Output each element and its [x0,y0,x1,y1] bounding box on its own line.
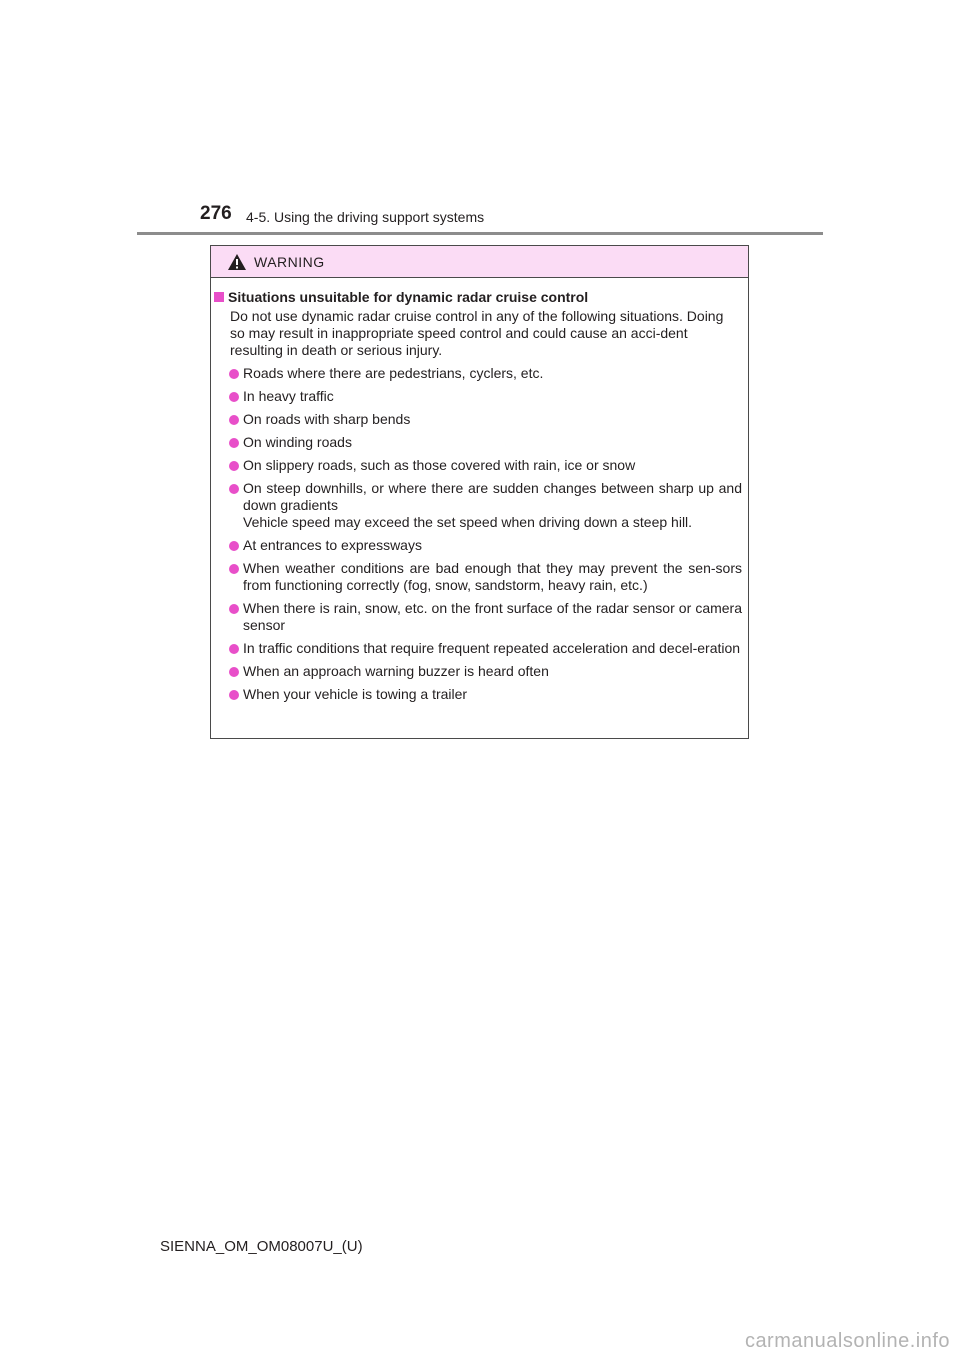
topic-square-icon [214,292,224,302]
bullet-icon [229,604,239,614]
bullet-icon [229,461,239,471]
warning-topic-text: Situations unsuitable for dynamic radar cruise control [228,289,589,305]
bullet-icon [229,438,239,448]
bullet-icon [229,484,239,494]
list-item: On steep downhills, or where there are sudden changes between sharp up and down gradients Vehicle speed may exceed the set speed when driving down a steep hill. [211,480,750,531]
list-item: On roads with sharp bends [211,411,750,428]
header-divider [137,232,823,235]
warning-list [211,365,750,703]
section-title: 4-5. Using the driving support systems [246,209,485,225]
watermark: carmanualsonline.info [744,1330,950,1352]
page-number: 276 [200,203,232,224]
list-item: When there is rain, snow, etc. on the front surface of the radar sensor or camera sensor [211,600,750,634]
warning-header [211,246,748,278]
list-item: On slippery roads, such as those covered with rain, ice or snow [211,457,750,474]
warning-box [210,245,749,739]
bullet-icon [229,667,239,677]
list-item: On winding roads [211,434,750,451]
warning-body [211,289,750,709]
bullet-icon [229,415,239,425]
bullet-icon [229,369,239,379]
bullet-icon [229,392,239,402]
bullet-icon [229,564,239,574]
warning-triangle-icon [227,253,247,271]
list-item: When weather conditions are bad enough that they may prevent the sen-sors from functioning correctly (fog, snow, sandstorm, heavy rain, etc.) [211,560,750,594]
warning-label: WARNING [254,254,325,270]
warning-topic [211,289,750,306]
warning-intro: Do not use dynamic radar cruise control in any of the following situations. Doing so may result in inappropriate speed control and could cause an acci-dent resulting in death or serious injury. [230,308,724,358]
list-item: At entrances to expressways [211,537,750,554]
list-item: Roads where there are pedestrians, cyclers, etc. [211,365,750,382]
list-item: When an approach warning buzzer is heard often [211,663,750,680]
document-code: SIENNA_OM_OM08007U_(U) [160,1238,363,1255]
list-item: In traffic conditions that require frequent repeated acceleration and decel-eration [211,640,750,657]
bullet-icon [229,541,239,551]
list-item: In heavy traffic [211,388,750,405]
list-item: When your vehicle is towing a trailer [211,686,750,703]
bullet-icon [229,644,239,654]
bullet-icon [229,690,239,700]
